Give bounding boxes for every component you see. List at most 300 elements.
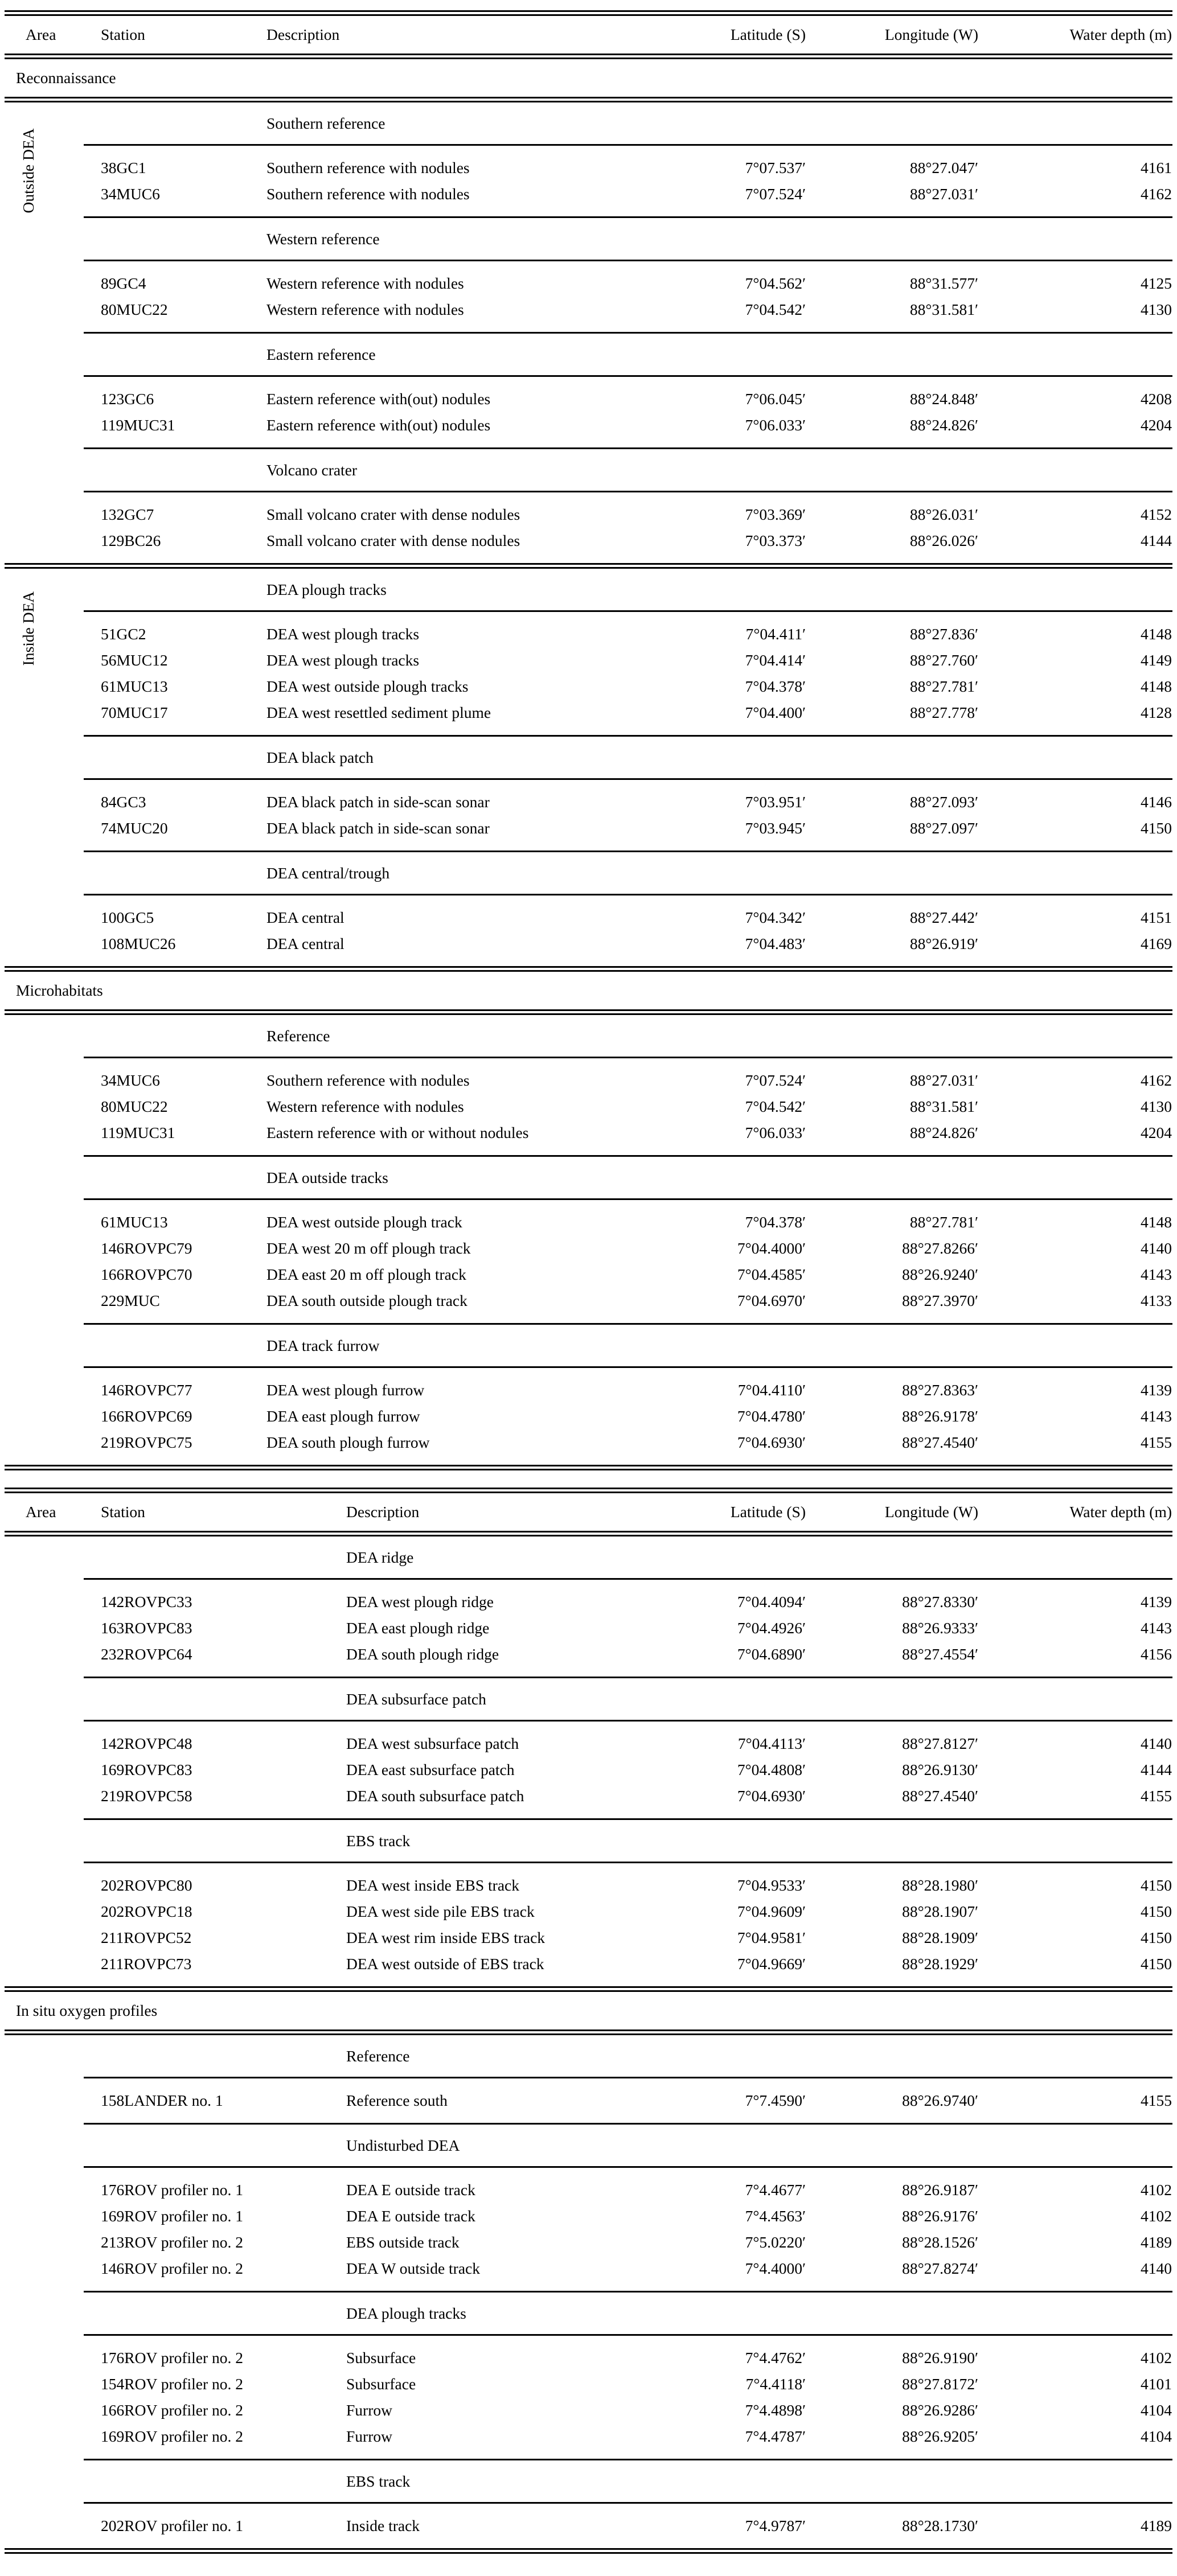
cell-description: DEA west outside plough track — [266, 1213, 462, 1231]
cell-water-depth: 4130 — [1141, 1098, 1172, 1115]
cell-station: 34MUC6 — [101, 1071, 160, 1089]
table-part — [0, 1488, 1177, 2554]
group-subheader-label: Reference — [266, 1026, 330, 1045]
cell-station: 202ROVPC18 — [101, 1903, 192, 1920]
group-subheader-label: DEA black patch — [266, 748, 374, 766]
group-data-rows — [0, 146, 1177, 216]
cell-description: Eastern reference with(out) nodules — [266, 416, 491, 434]
cell-description: DEA east plough ridge — [346, 1619, 490, 1637]
cell-water-depth: 4155 — [1141, 2092, 1172, 2109]
cell-station: 80MUC22 — [101, 301, 168, 318]
table-header-row — [0, 16, 1177, 54]
divider-double-rule — [5, 10, 1172, 16]
cell-latitude: 7°4.4787′ — [745, 2427, 806, 2445]
area-group — [0, 1015, 1177, 1465]
cell-latitude: 7°5.0220′ — [745, 2233, 806, 2251]
column-header-longitude: Longitude (W) — [884, 26, 978, 43]
cell-water-depth: 4140 — [1141, 2259, 1172, 2277]
cell-station: 38GC1 — [101, 159, 146, 176]
cell-description: Western reference with nodules — [266, 301, 464, 318]
cell-latitude: 7°04.483′ — [745, 935, 806, 952]
cell-longitude: 88°27.778′ — [909, 704, 978, 721]
cell-latitude: 7°04.9609′ — [737, 1903, 806, 1920]
cell-latitude: 7°04.4113′ — [737, 1735, 806, 1752]
cell-water-depth: 4101 — [1141, 2375, 1172, 2393]
cell-description: Eastern reference with or without nodules — [266, 1124, 529, 1141]
cell-station: 119MUC31 — [101, 416, 175, 434]
cell-water-depth: 4204 — [1141, 416, 1172, 434]
cell-description: Subsurface — [346, 2375, 416, 2393]
cell-station: 70MUC17 — [101, 704, 168, 721]
table-row — [0, 700, 1177, 726]
table-row — [0, 1094, 1177, 1120]
cell-water-depth: 4102 — [1141, 2349, 1172, 2367]
divider-double-rule — [5, 1986, 1172, 1992]
cell-station: 56MUC12 — [101, 651, 168, 669]
cell-longitude: 88°27.781′ — [909, 677, 978, 695]
group-data-rows — [0, 377, 1177, 447]
cell-description: Furrow — [346, 2401, 392, 2419]
table-row — [0, 155, 1177, 181]
area-group — [0, 569, 1177, 966]
cell-station: 176ROV profiler no. 1 — [101, 2181, 244, 2199]
cell-description: DEA south subsurface patch — [346, 1787, 524, 1805]
cell-description: Small volcano crater with dense nodules — [266, 532, 520, 549]
cell-longitude: 88°31.581′ — [909, 1098, 978, 1115]
cell-longitude: 88°26.9286′ — [902, 2401, 978, 2419]
cell-longitude: 88°27.8266′ — [902, 1239, 978, 1257]
cell-longitude: 88°26.026′ — [909, 532, 978, 549]
group-subheader-label: DEA plough tracks — [346, 2304, 466, 2322]
table-row — [0, 1235, 1177, 1262]
cell-station: 142ROVPC48 — [101, 1735, 192, 1752]
cell-latitude: 7°03.373′ — [745, 532, 806, 549]
cell-description: DEA west plough furrow — [266, 1381, 425, 1399]
cell-water-depth: 4125 — [1141, 274, 1172, 292]
divider-double-rule — [5, 1488, 1172, 1493]
cell-latitude: 7°4.4118′ — [745, 2375, 806, 2393]
cell-water-depth: 4102 — [1141, 2207, 1172, 2225]
cell-station: 34MUC6 — [101, 185, 160, 203]
section-title-label: In situ oxygen profiles — [16, 2002, 158, 2019]
cell-longitude: 88°27.031′ — [909, 1071, 978, 1089]
cell-description: DEA south plough ridge — [346, 1645, 499, 1663]
cell-station: 146ROVPC77 — [101, 1381, 192, 1399]
cell-description: DEA east subsurface patch — [346, 1761, 515, 1778]
cell-latitude: 7°04.378′ — [745, 1213, 806, 1231]
cell-latitude: 7°04.414′ — [745, 651, 806, 669]
group-subheader-label: Eastern reference — [266, 345, 376, 363]
cell-description: DEA south plough furrow — [266, 1433, 430, 1451]
cell-longitude: 88°26.919′ — [909, 935, 978, 952]
cell-station: 129BC26 — [101, 532, 161, 549]
cell-water-depth: 4156 — [1141, 1645, 1172, 1663]
cell-station: 132GC7 — [101, 506, 154, 523]
cell-water-depth: 4204 — [1141, 1124, 1172, 1141]
group-subheader-row — [0, 852, 1177, 894]
column-header-area: Area — [26, 26, 56, 43]
cell-water-depth: 4140 — [1141, 1239, 1172, 1257]
cell-latitude: 7°4.4677′ — [745, 2181, 806, 2199]
group-data-rows — [0, 261, 1177, 332]
table-row — [0, 2423, 1177, 2450]
table-part — [0, 10, 1177, 1470]
cell-station: 108MUC26 — [101, 935, 176, 952]
group-data-rows — [0, 1200, 1177, 1323]
table-row — [0, 2088, 1177, 2114]
table-row — [0, 1641, 1177, 1667]
cell-water-depth: 4208 — [1141, 390, 1172, 408]
cell-station: 84GC3 — [101, 793, 146, 811]
group-subheader-row — [0, 1157, 1177, 1198]
cell-longitude: 88°27.8172′ — [902, 2375, 978, 2393]
cell-description: DEA black patch in side-scan sonar — [266, 793, 490, 811]
cell-longitude: 88°26.9740′ — [902, 2092, 978, 2109]
cell-latitude: 7°04.9581′ — [737, 1929, 806, 1946]
cell-latitude: 7°04.4094′ — [737, 1593, 806, 1610]
cell-longitude: 88°27.8363′ — [902, 1381, 978, 1399]
table-row — [0, 297, 1177, 323]
group-subheader-label: Southern reference — [266, 114, 386, 132]
cell-description: Southern reference with nodules — [266, 1071, 470, 1089]
cell-longitude: 88°27.031′ — [909, 185, 978, 203]
group-data-rows — [0, 1058, 1177, 1155]
table-row — [0, 2229, 1177, 2255]
cell-latitude: 7°03.945′ — [745, 819, 806, 837]
table-row — [0, 1589, 1177, 1615]
cell-water-depth: 4152 — [1141, 506, 1172, 523]
table-header-row — [0, 1493, 1177, 1531]
cell-description: Reference south — [346, 2092, 448, 2109]
table-row — [0, 1403, 1177, 1429]
group-subheader-row — [0, 1678, 1177, 1720]
cell-longitude: 88°24.826′ — [909, 1124, 978, 1141]
cell-longitude: 88°28.1929′ — [902, 1955, 978, 1973]
group-subheader-row — [0, 569, 1177, 610]
table-row — [0, 181, 1177, 207]
cell-water-depth: 4151 — [1141, 909, 1172, 926]
cell-longitude: 88°26.031′ — [909, 506, 978, 523]
cell-description: Southern reference with nodules — [266, 185, 470, 203]
cell-station: 176ROV profiler no. 2 — [101, 2349, 244, 2367]
cell-description: DEA south outside plough track — [266, 1292, 467, 1309]
cell-longitude: 88°31.581′ — [909, 301, 978, 318]
cell-water-depth: 4150 — [1141, 1955, 1172, 1973]
table-row — [0, 2371, 1177, 2397]
table-row — [0, 1872, 1177, 1899]
section-title-label: Reconnaissance — [16, 69, 116, 87]
cell-station: 51GC2 — [101, 625, 146, 643]
cell-water-depth: 4162 — [1141, 185, 1172, 203]
table-row — [0, 1067, 1177, 1094]
section-title-row — [0, 972, 1177, 1009]
group-data-rows — [0, 492, 1177, 563]
cell-longitude: 88°27.097′ — [909, 819, 978, 837]
cell-latitude: 7°06.033′ — [745, 416, 806, 434]
cell-description: Southern reference with nodules — [266, 159, 470, 176]
cell-description: DEA west outside of EBS track — [346, 1955, 544, 1973]
table-row — [0, 1951, 1177, 1977]
cell-longitude: 88°27.093′ — [909, 793, 978, 811]
table-row — [0, 789, 1177, 815]
cell-longitude: 88°27.760′ — [909, 651, 978, 669]
cell-latitude: 7°07.537′ — [745, 159, 806, 176]
cell-latitude: 7°06.033′ — [745, 1124, 806, 1141]
cell-latitude: 7°4.9787′ — [745, 2517, 806, 2534]
column-header-latitude: Latitude (S) — [730, 1503, 806, 1521]
divider-double-rule — [5, 1531, 1172, 1536]
group-subheader-label: EBS track — [346, 1831, 411, 1850]
cell-latitude: 7°7.4590′ — [745, 2092, 806, 2109]
table-row — [0, 528, 1177, 554]
table-row — [0, 1120, 1177, 1146]
group-subheader-label: EBS track — [346, 2472, 411, 2490]
column-header-station: Station — [101, 26, 145, 43]
cell-description: Small volcano crater with dense nodules — [266, 506, 520, 523]
area-label-rotated: Outside DEA — [19, 128, 37, 213]
group-data-rows — [0, 2336, 1177, 2459]
cell-latitude: 7°04.4780′ — [737, 1407, 806, 1425]
cell-water-depth: 4143 — [1141, 1619, 1172, 1637]
group-data-rows — [0, 2168, 1177, 2291]
divider-double-rule — [5, 1465, 1172, 1470]
cell-description: DEA west outside plough tracks — [266, 677, 469, 695]
cell-water-depth: 4130 — [1141, 301, 1172, 318]
cell-description: Western reference with nodules — [266, 1098, 464, 1115]
table-row — [0, 1925, 1177, 1951]
cell-latitude: 7°04.4585′ — [737, 1266, 806, 1283]
cell-longitude: 88°26.9205′ — [902, 2427, 978, 2445]
area-group — [0, 1536, 1177, 1986]
cell-longitude: 88°27.8274′ — [902, 2259, 978, 2277]
cell-longitude: 88°26.9240′ — [902, 1266, 978, 1283]
table-row — [0, 673, 1177, 700]
group-subheader-row — [0, 449, 1177, 491]
group-data-rows — [0, 1580, 1177, 1677]
cell-water-depth: 4148 — [1141, 625, 1172, 643]
cell-water-depth: 4150 — [1141, 1903, 1172, 1920]
table-row — [0, 1757, 1177, 1783]
section-title-row — [0, 1992, 1177, 2029]
table-row — [0, 270, 1177, 297]
table-row — [0, 2513, 1177, 2539]
cell-station: 80MUC22 — [101, 1098, 168, 1115]
column-header-latitude: Latitude (S) — [730, 26, 806, 43]
table-row — [0, 386, 1177, 412]
divider-double-rule — [5, 1009, 1172, 1015]
cell-description: DEA west rim inside EBS track — [346, 1929, 546, 1946]
cell-latitude: 7°04.411′ — [745, 625, 806, 643]
cell-water-depth: 4133 — [1141, 1292, 1172, 1309]
cell-latitude: 7°03.951′ — [745, 793, 806, 811]
cell-longitude: 88°27.4540′ — [902, 1787, 978, 1805]
cell-water-depth: 4146 — [1141, 793, 1172, 811]
cell-station: 163ROVPC83 — [101, 1619, 192, 1637]
group-subheader-label: DEA outside tracks — [266, 1168, 388, 1186]
column-header-station: Station — [101, 1503, 145, 1521]
cell-water-depth: 4162 — [1141, 1071, 1172, 1089]
cell-latitude: 7°04.542′ — [745, 301, 806, 318]
cell-longitude: 88°27.4554′ — [902, 1645, 978, 1663]
cell-longitude: 88°26.9178′ — [902, 1407, 978, 1425]
table-row — [0, 1209, 1177, 1235]
cell-latitude: 7°04.4926′ — [737, 1619, 806, 1637]
cell-latitude: 7°04.4000′ — [737, 1239, 806, 1257]
group-subheader-row — [0, 1536, 1177, 1578]
cell-station: 169ROV profiler no. 2 — [101, 2427, 244, 2445]
table-row — [0, 905, 1177, 931]
cell-description: DEA W outside track — [346, 2259, 480, 2277]
cell-description: DEA E outside track — [346, 2181, 475, 2199]
part-gap — [0, 1470, 1177, 1488]
cell-latitude: 7°04.542′ — [745, 1098, 806, 1115]
cell-station: 146ROV profiler no. 2 — [101, 2259, 244, 2277]
cell-description: DEA west plough ridge — [346, 1593, 494, 1610]
cell-latitude: 7°04.4808′ — [737, 1761, 806, 1778]
cell-latitude: 7°07.524′ — [745, 1071, 806, 1089]
cell-latitude: 7°04.342′ — [745, 909, 806, 926]
group-subheader-row — [0, 218, 1177, 260]
cell-latitude: 7°04.562′ — [745, 274, 806, 292]
table-row — [0, 2203, 1177, 2229]
column-header-water-depth: Water depth (m) — [1069, 26, 1172, 43]
cell-latitude: 7°03.369′ — [745, 506, 806, 523]
cell-description: DEA west plough tracks — [266, 625, 420, 643]
cell-water-depth: 4144 — [1141, 532, 1172, 549]
divider-double-rule — [5, 97, 1172, 102]
cell-station: 146ROVPC79 — [101, 1239, 192, 1257]
cell-latitude: 7°4.4762′ — [745, 2349, 806, 2367]
group-subheader-row — [0, 2035, 1177, 2077]
cell-latitude: 7°4.4898′ — [745, 2401, 806, 2419]
group-subheader-row — [0, 1325, 1177, 1366]
divider-double-rule — [5, 966, 1172, 972]
cell-longitude: 88°28.1730′ — [902, 2517, 978, 2534]
cell-station: 166ROVPC69 — [101, 1407, 192, 1425]
cell-description: DEA west 20 m off plough track — [266, 1239, 471, 1257]
cell-latitude: 7°04.4110′ — [737, 1381, 806, 1399]
cell-station: 202ROV profiler no. 1 — [101, 2517, 244, 2534]
cell-longitude: 88°27.3970′ — [902, 1292, 978, 1309]
cell-latitude: 7°06.045′ — [745, 390, 806, 408]
cell-latitude: 7°04.9533′ — [737, 1876, 806, 1894]
cell-description: DEA west resettled sediment plume — [266, 704, 491, 721]
cell-station: 166ROV profiler no. 2 — [101, 2401, 244, 2419]
area-group — [0, 2035, 1177, 2548]
group-data-rows — [0, 612, 1177, 735]
group-data-rows — [0, 1863, 1177, 1986]
cell-station: 74MUC20 — [101, 819, 168, 837]
cell-longitude: 88°28.1907′ — [902, 1903, 978, 1920]
cell-station: 142ROVPC33 — [101, 1593, 192, 1610]
cell-water-depth: 4139 — [1141, 1593, 1172, 1610]
cell-station: 61MUC13 — [101, 1213, 168, 1231]
cell-longitude: 88°26.9187′ — [902, 2181, 978, 2199]
table-row — [0, 1429, 1177, 1456]
group-subheader-label: DEA plough tracks — [266, 580, 387, 598]
cell-station: 219ROVPC75 — [101, 1433, 192, 1451]
table-row — [0, 647, 1177, 673]
table-row — [0, 1731, 1177, 1757]
cell-latitude: 7°4.4000′ — [745, 2259, 806, 2277]
cell-water-depth: 4149 — [1141, 651, 1172, 669]
cell-longitude: 88°26.9190′ — [902, 2349, 978, 2367]
section-title-label: Microhabitats — [16, 981, 103, 999]
column-header-area: Area — [26, 1503, 56, 1521]
cell-description: DEA E outside track — [346, 2207, 475, 2225]
group-subheader-label: Undisturbed DEA — [346, 2136, 460, 2154]
cell-station: 202ROVPC80 — [101, 1876, 192, 1894]
cell-water-depth: 4189 — [1141, 2233, 1172, 2251]
cell-water-depth: 4150 — [1141, 1929, 1172, 1946]
group-subheader-label: Reference — [346, 2047, 410, 2065]
cell-description: DEA black patch in side-scan sonar — [266, 819, 490, 837]
column-header-longitude: Longitude (W) — [884, 1503, 978, 1521]
cell-latitude: 7°04.6890′ — [737, 1645, 806, 1663]
column-header-description: Description — [346, 1503, 420, 1521]
cell-station: 169ROV profiler no. 1 — [101, 2207, 244, 2225]
cell-water-depth: 4148 — [1141, 677, 1172, 695]
group-subheader-row — [0, 102, 1177, 144]
cell-longitude: 88°26.9333′ — [902, 1619, 978, 1637]
area-group — [0, 102, 1177, 563]
table-row — [0, 502, 1177, 528]
group-subheader-row — [0, 334, 1177, 375]
column-header-water-depth: Water depth (m) — [1069, 1503, 1172, 1521]
cell-longitude: 88°24.826′ — [909, 416, 978, 434]
column-header-description: Description — [266, 26, 340, 43]
area-label-rotated: Inside DEA — [19, 591, 37, 666]
group-subheader-label: Western reference — [266, 229, 380, 248]
divider-double-rule — [5, 563, 1172, 569]
group-data-rows — [0, 1368, 1177, 1465]
cell-station: 219ROVPC58 — [101, 1787, 192, 1805]
cell-latitude: 7°04.6970′ — [737, 1292, 806, 1309]
table-row — [0, 1783, 1177, 1809]
cell-latitude: 7°04.400′ — [745, 704, 806, 721]
group-subheader-label: DEA subsurface patch — [346, 1690, 486, 1708]
group-data-rows — [0, 780, 1177, 851]
table-row — [0, 2255, 1177, 2282]
group-subheader-row — [0, 1015, 1177, 1057]
cell-water-depth: 4155 — [1141, 1433, 1172, 1451]
cell-station: 89GC4 — [101, 274, 146, 292]
table-row — [0, 1288, 1177, 1314]
cell-longitude: 88°28.1980′ — [902, 1876, 978, 1894]
cell-latitude: 7°07.524′ — [745, 185, 806, 203]
table-row — [0, 1615, 1177, 1641]
cell-description: DEA central — [266, 909, 345, 926]
cell-description: DEA east 20 m off plough track — [266, 1266, 466, 1283]
cell-longitude: 88°27.781′ — [909, 1213, 978, 1231]
table-row — [0, 412, 1177, 438]
group-subheader-row — [0, 2460, 1177, 2502]
cell-water-depth: 4104 — [1141, 2401, 1172, 2419]
cell-water-depth: 4140 — [1141, 1735, 1172, 1752]
cell-description: Furrow — [346, 2427, 392, 2445]
cell-station: 232ROVPC64 — [101, 1645, 192, 1663]
cell-description: DEA central — [266, 935, 345, 952]
cell-water-depth: 4155 — [1141, 1787, 1172, 1805]
cell-description: Western reference with nodules — [266, 274, 464, 292]
cell-water-depth: 4169 — [1141, 935, 1172, 952]
cell-longitude: 88°27.8127′ — [902, 1735, 978, 1752]
cell-water-depth: 4143 — [1141, 1407, 1172, 1425]
divider-double-rule — [5, 2548, 1172, 2554]
cell-longitude: 88°24.848′ — [909, 390, 978, 408]
group-data-rows — [0, 895, 1177, 966]
cell-latitude: 7°04.6930′ — [737, 1787, 806, 1805]
